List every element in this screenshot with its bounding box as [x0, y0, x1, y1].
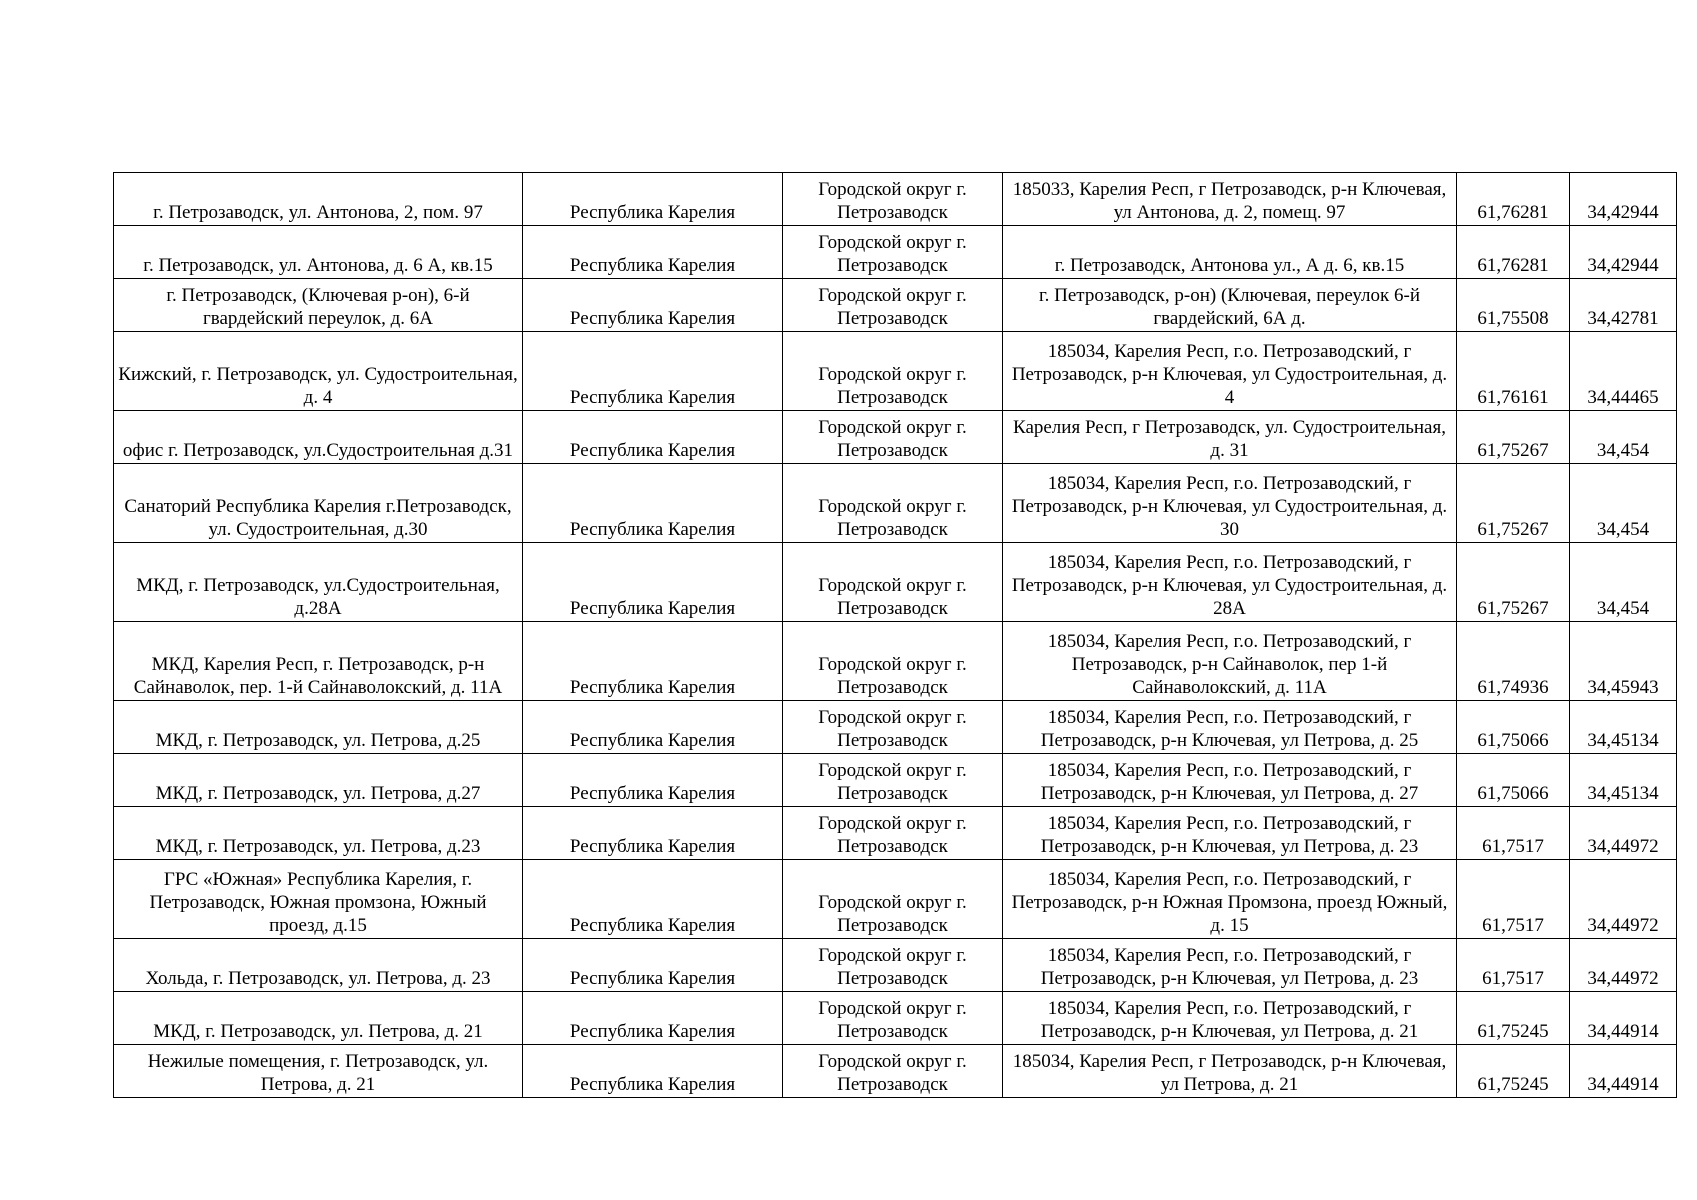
table-row — [114, 701, 1677, 754]
region-cell: Республика Карелия — [523, 543, 783, 622]
full-address-cell: 185033, Карелия Респ, г Петрозаводск, р-н Ключевая, ул Антонова, д. 2, помещ. 97 — [1003, 173, 1457, 226]
full-address-cell: 185034, Карелия Респ, г Петрозаводск, р-н Ключевая, ул Петрова, д. 21 — [1003, 1045, 1457, 1098]
longitude-cell: 34,44465 — [1570, 332, 1677, 411]
object-name-cell: МКД, г. Петрозаводск, ул. Петрова, д.23 — [114, 807, 523, 860]
region-cell: Республика Карелия — [523, 622, 783, 701]
longitude-cell: 34,45943 — [1570, 622, 1677, 701]
table-row — [114, 411, 1677, 464]
region-cell: Республика Карелия — [523, 992, 783, 1045]
municipality-cell: Городской округ г. Петрозаводск — [783, 411, 1003, 464]
longitude-cell: 34,45134 — [1570, 754, 1677, 807]
table-row — [114, 464, 1677, 543]
object-name-cell: МКД, г. Петрозаводск, ул. Петрова, д.27 — [114, 754, 523, 807]
latitude-cell: 61,75508 — [1457, 279, 1570, 332]
region-cell: Республика Карелия — [523, 701, 783, 754]
region-cell: Республика Карелия — [523, 226, 783, 279]
municipality-cell: Городской округ г. Петрозаводск — [783, 464, 1003, 543]
municipality-cell: Городской округ г. Петрозаводск — [783, 860, 1003, 939]
region-cell: Республика Карелия — [523, 332, 783, 411]
object-name-cell: г. Петрозаводск, ул. Антонова, д. 6 А, кв.15 — [114, 226, 523, 279]
latitude-cell: 61,7517 — [1457, 860, 1570, 939]
full-address-cell: 185034, Карелия Респ, г.о. Петрозаводский, г Петрозаводск, р-н Ключевая, ул Петрова, д. 25 — [1003, 701, 1457, 754]
municipality-cell: Городской округ г. Петрозаводск — [783, 279, 1003, 332]
table-row — [114, 279, 1677, 332]
object-name-cell: г. Петрозаводск, (Ключевая р-он), 6-й гвардейский переулок, д. 6А — [114, 279, 523, 332]
longitude-cell: 34,44914 — [1570, 1045, 1677, 1098]
longitude-cell: 34,42944 — [1570, 226, 1677, 279]
full-address-cell: 185034, Карелия Респ, г.о. Петрозаводский, г Петрозаводск, р-н Ключевая, ул Судостроительная, д. 28А — [1003, 543, 1457, 622]
address-table-body — [114, 173, 1677, 1098]
latitude-cell: 61,76281 — [1457, 173, 1570, 226]
full-address-cell: 185034, Карелия Респ, г.о. Петрозаводский, г Петрозаводск, р-н Южная Промзона, проезд Южный, д. 15 — [1003, 860, 1457, 939]
object-name-cell: Кижский, г. Петрозаводск, ул. Судостроительная, д. 4 — [114, 332, 523, 411]
region-cell: Республика Карелия — [523, 411, 783, 464]
municipality-cell: Городской округ г. Петрозаводск — [783, 332, 1003, 411]
full-address-cell: Карелия Респ, г Петрозаводск, ул. Судостроительная, д. 31 — [1003, 411, 1457, 464]
municipality-cell: Городской округ г. Петрозаводск — [783, 543, 1003, 622]
longitude-cell: 34,454 — [1570, 411, 1677, 464]
object-name-cell: г. Петрозаводск, ул. Антонова, 2, пом. 97 — [114, 173, 523, 226]
latitude-cell: 61,75267 — [1457, 464, 1570, 543]
full-address-cell: 185034, Карелия Респ, г.о. Петрозаводский, г Петрозаводск, р-н Ключевая, ул Петрова, д. 27 — [1003, 754, 1457, 807]
latitude-cell: 61,74936 — [1457, 622, 1570, 701]
longitude-cell: 34,44972 — [1570, 939, 1677, 992]
full-address-cell: 185034, Карелия Респ, г.о. Петрозаводский, г Петрозаводск, р-н Ключевая, ул Судостроительная, д. 4 — [1003, 332, 1457, 411]
table-row — [114, 1045, 1677, 1098]
municipality-cell: Городской округ г. Петрозаводск — [783, 939, 1003, 992]
municipality-cell: Городской округ г. Петрозаводск — [783, 807, 1003, 860]
longitude-cell: 34,454 — [1570, 543, 1677, 622]
latitude-cell: 61,75267 — [1457, 411, 1570, 464]
table-row — [114, 807, 1677, 860]
longitude-cell: 34,44972 — [1570, 807, 1677, 860]
table-row — [114, 543, 1677, 622]
region-cell: Республика Карелия — [523, 939, 783, 992]
address-table — [113, 172, 1677, 1098]
municipality-cell: Городской округ г. Петрозаводск — [783, 226, 1003, 279]
table-row — [114, 754, 1677, 807]
latitude-cell: 61,76281 — [1457, 226, 1570, 279]
municipality-cell: Городской округ г. Петрозаводск — [783, 992, 1003, 1045]
object-name-cell: МКД, г. Петрозаводск, ул.Судостроительная, д.28А — [114, 543, 523, 622]
region-cell: Республика Карелия — [523, 464, 783, 543]
region-cell: Республика Карелия — [523, 1045, 783, 1098]
longitude-cell: 34,44972 — [1570, 860, 1677, 939]
full-address-cell: 185034, Карелия Респ, г.о. Петрозаводский, г Петрозаводск, р-н Ключевая, ул Судостроительная, д. 30 — [1003, 464, 1457, 543]
full-address-cell: 185034, Карелия Респ, г.о. Петрозаводский, г Петрозаводск, р-н Ключевая, ул Петрова, д. 23 — [1003, 807, 1457, 860]
latitude-cell: 61,75066 — [1457, 754, 1570, 807]
latitude-cell: 61,76161 — [1457, 332, 1570, 411]
latitude-cell: 61,75267 — [1457, 543, 1570, 622]
full-address-cell: г. Петрозаводск, р-он) (Ключевая, переулок 6-й гвардейский, 6А д. — [1003, 279, 1457, 332]
table-row — [114, 332, 1677, 411]
region-cell: Республика Карелия — [523, 279, 783, 332]
municipality-cell: Городской округ г. Петрозаводск — [783, 1045, 1003, 1098]
longitude-cell: 34,44914 — [1570, 992, 1677, 1045]
municipality-cell: Городской округ г. Петрозаводск — [783, 173, 1003, 226]
full-address-cell: 185034, Карелия Респ, г.о. Петрозаводский, г Петрозаводск, р-н Ключевая, ул Петрова, д. 23 — [1003, 939, 1457, 992]
object-name-cell: МКД, г. Петрозаводск, ул. Петрова, д.25 — [114, 701, 523, 754]
full-address-cell: 185034, Карелия Респ, г.о. Петрозаводский, г Петрозаводск, р-н Сайнаволок, пер 1-й Сайнаволокский, д. 11А — [1003, 622, 1457, 701]
municipality-cell: Городской округ г. Петрозаводск — [783, 622, 1003, 701]
object-name-cell: МКД, Карелия Респ, г. Петрозаводск, р-н Сайнаволок, пер. 1-й Сайнаволокский, д. 11А — [114, 622, 523, 701]
region-cell: Республика Карелия — [523, 807, 783, 860]
full-address-cell: 185034, Карелия Респ, г.о. Петрозаводский, г Петрозаводск, р-н Ключевая, ул Петрова, д. 21 — [1003, 992, 1457, 1045]
table-row — [114, 622, 1677, 701]
region-cell: Республика Карелия — [523, 860, 783, 939]
table-row — [114, 992, 1677, 1045]
municipality-cell: Городской округ г. Петрозаводск — [783, 701, 1003, 754]
latitude-cell: 61,75066 — [1457, 701, 1570, 754]
object-name-cell: офис г. Петрозаводск, ул.Судостроительная д.31 — [114, 411, 523, 464]
longitude-cell: 34,42944 — [1570, 173, 1677, 226]
table-row — [114, 173, 1677, 226]
latitude-cell: 61,75245 — [1457, 992, 1570, 1045]
longitude-cell: 34,454 — [1570, 464, 1677, 543]
object-name-cell: Санаторий Республика Карелия г.Петрозаводск, ул. Судостроительная, д.30 — [114, 464, 523, 543]
region-cell: Республика Карелия — [523, 173, 783, 226]
table-row — [114, 860, 1677, 939]
municipality-cell: Городской округ г. Петрозаводск — [783, 754, 1003, 807]
object-name-cell: Хольда, г. Петрозаводск, ул. Петрова, д. 23 — [114, 939, 523, 992]
table-row — [114, 939, 1677, 992]
region-cell: Республика Карелия — [523, 754, 783, 807]
longitude-cell: 34,45134 — [1570, 701, 1677, 754]
longitude-cell: 34,42781 — [1570, 279, 1677, 332]
latitude-cell: 61,7517 — [1457, 939, 1570, 992]
object-name-cell: ГРС «Южная» Республика Карелия, г. Петрозаводск, Южная промзона, Южный проезд, д.15 — [114, 860, 523, 939]
object-name-cell: МКД, г. Петрозаводск, ул. Петрова, д. 21 — [114, 992, 523, 1045]
object-name-cell: Нежилые помещения, г. Петрозаводск, ул. Петрова, д. 21 — [114, 1045, 523, 1098]
full-address-cell: г. Петрозаводск, Антонова ул., А д. 6, кв.15 — [1003, 226, 1457, 279]
table-row — [114, 226, 1677, 279]
latitude-cell: 61,75245 — [1457, 1045, 1570, 1098]
latitude-cell: 61,7517 — [1457, 807, 1570, 860]
